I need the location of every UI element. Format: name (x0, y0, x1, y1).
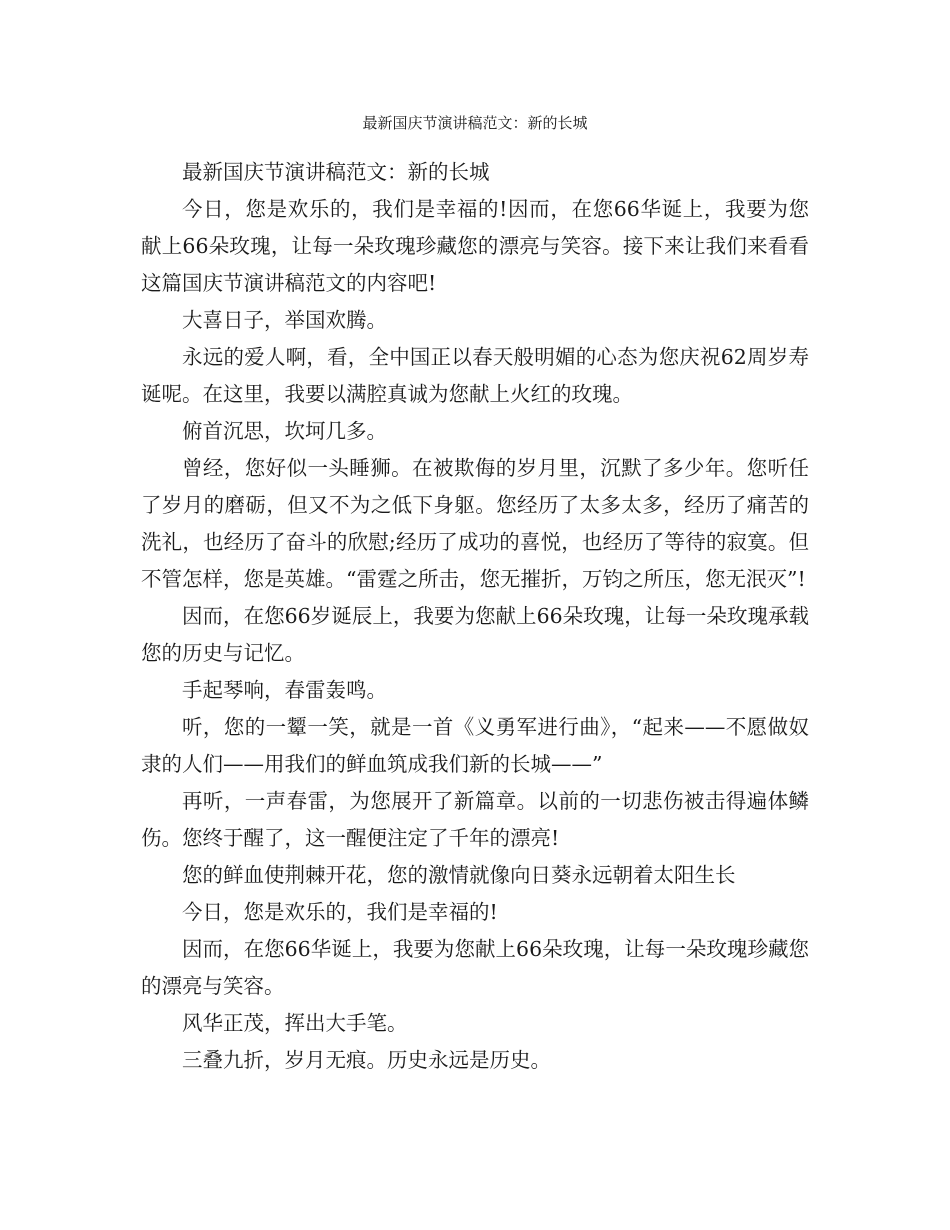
paragraph: 听，您的一颦一笑，就是一首《义勇军进行曲》，“起来——不愿做奴隶的人们——用我们的鲜血筑成我们新的长城——” (141, 715, 809, 776)
paragraph: 因而，在您66岁诞辰上，我要为您献上66朵玫瑰，让每一朵玫瑰承载您的历史与记忆。 (141, 604, 809, 665)
document-body (141, 154, 809, 1079)
paragraph: 三叠九折，岁月无痕。历史永远是历史。 (182, 1048, 551, 1072)
paragraph: 曾经，您好似一头睡狮。在被欺侮的岁月里，沉默了多少年。您听任了岁月的磨砺，但又不为之低下身躯。您经历了太多太多，经历了痛苦的洗礼，也经历了奋斗的欣慰;经历了成功的喜悦，也经历了等待的寂寞。但不管怎样，您是英雄。“雷霆之所击，您无摧折，万钧之所压，您无泯灭”! (141, 456, 809, 591)
paragraph: 俯首沉思，坎坷几多。 (182, 419, 387, 443)
paragraph: 大喜日子，举国欢腾。 (182, 308, 387, 332)
paragraph: 再听，一声春雷，为您展开了新篇章。以前的一切悲伤被击得遍体鳞伤。您终于醒了，这一醒便注定了千年的漂亮! (141, 789, 809, 850)
paragraph: 今日，您是欢乐的，我们是幸福的! (182, 900, 498, 924)
paragraph: 您的鲜血使荆棘开花，您的激情就像向日葵永远朝着太阳生长 (182, 863, 736, 887)
paragraph: 因而，在您66华诞上，我要为您献上66朵玫瑰，让每一朵玫瑰珍藏您的漂亮与笑容。 (141, 937, 809, 998)
paragraph: 永远的爱人啊，看，全中国正以春天般明媚的心态为您庆祝62周岁寿诞呢。在这里，我要以满腔真诚为您献上火红的玫瑰。 (141, 345, 809, 406)
page-header-title: 最新国庆节演讲稿范文：新的长城 (362, 114, 588, 132)
paragraph: 手起琴响，春雷轰鸣。 (182, 678, 387, 702)
paragraph: 今日，您是欢乐的，我们是幸福的!因而，在您66华诞上，我要为您献上66朵玫瑰，让每一朵玫瑰珍藏您的漂亮与笑容。接下来让我们来看看这篇国庆节演讲稿范文的内容吧! (141, 197, 809, 295)
paragraph-title: 最新国庆节演讲稿范文：新的长城 (182, 160, 490, 184)
paragraph: 风华正茂，挥出大手笔。 (182, 1011, 408, 1035)
